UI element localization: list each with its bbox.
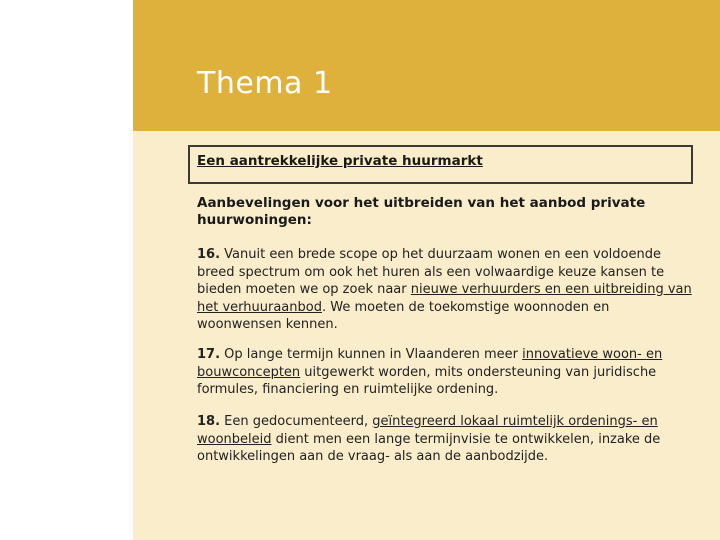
recommendation-text-end: dient men een lange termijnvisie te ontwikkelen, inzake de ontwikkelingen aan de vraag- als aan de aanbodzijde. (197, 431, 661, 464)
recommendation-text-end: uitgewerkt worden, mits ondersteuning van juridische formules, financiering en ruimtelijke ordening. (197, 364, 657, 397)
recommendation-text-end: . We moeten de toekomstige woonnoden en woonwensen kennen. (197, 299, 610, 332)
recommendation-highlight: geïntegreerd lokaal ruimtelijk ordenings- en woonbeleid (197, 414, 658, 447)
recommendation-18 (197, 413, 697, 466)
recommendation-number: 18. (197, 414, 221, 429)
recommendation-text: Vanuit een brede scope op het duurzaam wonen en een voldoende breed spectrum om ook het huren als een volwaardige keuze kansen te bieden moeten we op zoek naar (197, 247, 665, 297)
recommendation-highlight: nieuwe verhuurders en een uitbreiding van het verhuuraanbod (197, 282, 692, 315)
recommendation-text: Een gedocumenteerd, (220, 414, 373, 429)
recommendation-17 (197, 346, 697, 399)
recommendation-number: 16. (197, 247, 221, 262)
slide-title: Thema 1 (197, 66, 333, 101)
recommendation-number: 17. (197, 347, 221, 362)
intro-text: Aanbevelingen voor het uitbreiden van het aanbod private huurwoningen: (197, 195, 646, 228)
recommendation-text: Op lange termijn kunnen in Vlaanderen meer (220, 347, 523, 362)
left-margin (0, 0, 133, 540)
recommendation-highlight: innovatieve woon- en bouwconcepten (197, 347, 663, 380)
slide-subtitle: Een aantrekkelijke private huurmarkt (197, 153, 483, 169)
recommendation-16 (197, 246, 697, 334)
